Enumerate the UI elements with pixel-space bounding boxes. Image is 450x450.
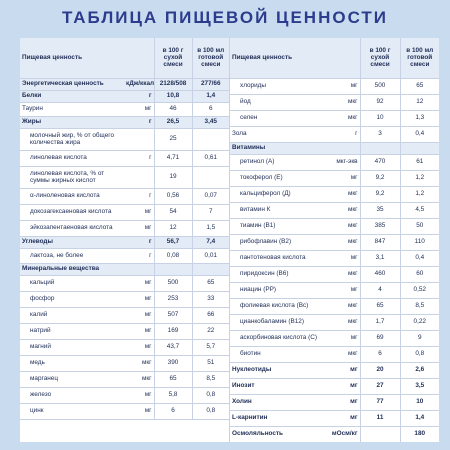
table-row [20, 102, 229, 116]
row-value-ready: 51 [192, 355, 229, 371]
row-value-ready: 12 [400, 94, 439, 110]
row-value-dry: 26,5 [154, 116, 192, 128]
table-row [230, 378, 439, 394]
row-value-ready: 110 [400, 234, 439, 250]
row-name: токоферол (Е) [240, 174, 283, 182]
table-row [230, 154, 439, 170]
row-value-dry: 507 [154, 307, 192, 323]
header-name: Пищевая ценность [230, 38, 360, 78]
table-row [230, 94, 439, 110]
table-row [230, 202, 439, 218]
table-row [20, 236, 229, 248]
row-unit [124, 166, 154, 188]
table-row [230, 186, 439, 202]
row-value-dry: 6 [360, 346, 400, 362]
row-name: Энергетическая ценность [20, 78, 124, 90]
row-value-ready: 50 [400, 218, 439, 234]
row-unit: мг [350, 254, 358, 262]
row-unit: г [149, 154, 152, 162]
row-name: линолевая кислота, % от суммы жирных кислот [30, 169, 105, 184]
table-row [230, 410, 439, 426]
row-unit: мг [144, 327, 152, 335]
row-value-dry: 847 [360, 234, 400, 250]
table-row [230, 314, 439, 330]
table-row [20, 128, 229, 150]
row-value-dry: 10 [360, 110, 400, 126]
row-value-ready: 4,5 [400, 202, 439, 218]
row-value-dry: 43,7 [154, 339, 192, 355]
row-name: железо [30, 391, 52, 399]
row-value-ready: 3,5 [400, 378, 439, 394]
row-value-ready: 60 [400, 266, 439, 282]
row-value-ready: 0,22 [400, 314, 439, 330]
table-row [20, 339, 229, 355]
row-unit: мг [144, 391, 152, 399]
row-name: рибофлавин (В2) [240, 238, 292, 246]
row-value-dry: 253 [154, 291, 192, 307]
row-value-dry: 10,8 [154, 90, 192, 102]
row-unit: мг [144, 343, 152, 351]
row-unit: г [124, 90, 154, 102]
row-value-dry: 9,2 [360, 186, 400, 202]
row-value-dry: 19 [154, 166, 192, 188]
table-row [230, 234, 439, 250]
row-value-ready: 65 [400, 78, 439, 94]
row-unit: кДж/ккал [124, 78, 154, 90]
table-row [20, 90, 229, 102]
row-name: марганец [30, 375, 58, 383]
row-value-ready: 65 [192, 275, 229, 291]
row-value-dry: 65 [360, 298, 400, 314]
row-unit: мкг [347, 190, 358, 198]
row-unit: мг [350, 174, 358, 182]
row-value-dry: 27 [360, 378, 400, 394]
row-name: кальций [30, 279, 55, 287]
row-unit: мг [350, 382, 358, 390]
row-name: цианкобаламин (В12) [240, 318, 304, 326]
row-name: калий [30, 311, 48, 319]
row-value-dry: 4,71 [154, 150, 192, 166]
row-value-ready: 1,4 [400, 410, 439, 426]
table-row [20, 150, 229, 166]
row-unit: мкг [347, 270, 358, 278]
row-value-ready: 180 [400, 426, 439, 442]
row-unit: мг [350, 366, 358, 374]
right-table-panel [229, 38, 439, 442]
row-unit: г [124, 236, 154, 248]
row-value-ready: 0,8 [192, 387, 229, 403]
row-value-ready: 7,4 [192, 236, 229, 248]
row-name: докозагексаеновая кислота [30, 208, 112, 216]
row-value-dry: 69 [360, 330, 400, 346]
table-row [20, 371, 229, 387]
row-value-ready: 0,8 [400, 346, 439, 362]
row-name: лактоза, не более [30, 251, 84, 259]
row-value-ready: 66 [192, 307, 229, 323]
row-value-dry: 5,8 [154, 387, 192, 403]
row-name: линолевая кислота [30, 154, 87, 162]
row-unit: мг [350, 398, 358, 406]
row-name: Осмоляльность [232, 430, 283, 438]
left-table-panel [20, 38, 229, 442]
row-value-dry [154, 263, 192, 275]
row-unit: мкг [347, 114, 358, 122]
row-name: витамин К [240, 206, 271, 214]
table-row [20, 387, 229, 403]
row-unit: мОсм/кг [331, 430, 358, 438]
row-name: ретинол (А) [240, 158, 275, 166]
row-name: Холин [232, 398, 252, 406]
row-value-ready: 1,4 [192, 90, 229, 102]
row-name: Таурин [22, 105, 43, 113]
row-value-dry: 92 [360, 94, 400, 110]
table-row [230, 126, 439, 142]
row-value-dry: 2128/508 [154, 78, 192, 90]
table-row [230, 170, 439, 186]
row-unit: мкг [347, 206, 358, 214]
page-title: ТАБЛИЦА ПИЩЕВОЙ ЦЕННОСТИ [61, 8, 389, 27]
row-value-ready [192, 166, 229, 188]
row-unit: мг [350, 414, 358, 422]
table-row [20, 204, 229, 220]
row-value-ready: 1,2 [400, 186, 439, 202]
row-value-ready: 0,52 [400, 282, 439, 298]
row-value-dry: 390 [154, 355, 192, 371]
table-row [20, 403, 229, 419]
row-unit: мкг [347, 98, 358, 106]
row-name: Жиры [20, 116, 124, 128]
row-value-ready: 9 [400, 330, 439, 346]
row-unit: г [355, 130, 358, 138]
row-unit: мг [144, 279, 152, 287]
row-value-dry: 9,2 [360, 170, 400, 186]
row-name: тиамин (В1) [240, 222, 276, 230]
row-value-ready: 1,2 [400, 170, 439, 186]
table-row [20, 188, 229, 204]
table-row [230, 298, 439, 314]
row-name: α-линоленовая кислота [30, 192, 100, 200]
row-value-dry: 0,08 [154, 248, 192, 263]
table-row [20, 248, 229, 263]
row-value-dry: 0,56 [154, 188, 192, 204]
row-unit: мг [350, 286, 358, 294]
table-row [230, 346, 439, 362]
row-unit: мкг [347, 318, 358, 326]
row-value-ready: 5,7 [192, 339, 229, 355]
row-value-dry: 12 [154, 220, 192, 236]
row-unit: мг [144, 311, 152, 319]
row-name: магний [30, 343, 51, 351]
row-value-dry: 3,1 [360, 250, 400, 266]
row-name: кальциферол (Д) [240, 190, 291, 198]
row-value-dry: 3 [360, 126, 400, 142]
table-row [230, 142, 439, 154]
row-value-dry: 1,7 [360, 314, 400, 330]
row-unit: мг [144, 407, 152, 415]
row-value-ready: 1,5 [192, 220, 229, 236]
row-name: хлориды [240, 82, 266, 90]
row-value-dry: 4 [360, 282, 400, 298]
table-row [230, 218, 439, 234]
row-unit: мкг [141, 375, 152, 383]
row-value-dry: 6 [154, 403, 192, 419]
row-name: пиридоксин (В6) [240, 270, 289, 278]
header-name: Пищевая ценность [20, 38, 154, 78]
row-value-dry: 500 [154, 275, 192, 291]
header-col-ready: в 100 мл готовой смеси [400, 38, 439, 78]
row-name: эйкозапентаеновая кислота [30, 224, 113, 232]
row-unit: мг [144, 295, 152, 303]
row-value-ready: 1,3 [400, 110, 439, 126]
row-value-dry: 77 [360, 394, 400, 410]
row-unit: мг [144, 224, 152, 232]
header-col-dry: в 100 г сухой смеси [154, 38, 192, 78]
table-row [20, 220, 229, 236]
header-col-dry: в 100 г сухой смеси [360, 38, 400, 78]
table-row [230, 330, 439, 346]
row-name: Углеводы [20, 236, 124, 248]
row-unit: г [149, 251, 152, 259]
row-value-ready: 10 [400, 394, 439, 410]
header-col-ready: в 100 мл готовой смеси [192, 38, 229, 78]
row-name: Нуклеотиды [232, 366, 272, 374]
nutrition-table-right [230, 38, 439, 442]
row-value-dry: 11 [360, 410, 400, 426]
table-row [230, 110, 439, 126]
row-value-ready: 0,4 [400, 126, 439, 142]
row-name: биотин [240, 350, 261, 358]
row-name: йод [240, 98, 251, 106]
row-value-dry: 56,7 [154, 236, 192, 248]
row-name: аскорбиновая кислота (С) [240, 334, 317, 342]
row-value-ready: 0,01 [192, 248, 229, 263]
row-name: натрий [30, 327, 51, 335]
row-name: Инозит [232, 382, 255, 390]
row-value-ready: 22 [192, 323, 229, 339]
table-row [20, 355, 229, 371]
row-value-ready: 8,5 [400, 298, 439, 314]
row-unit [124, 128, 154, 150]
row-name: фолиевая кислота (Вс) [240, 302, 309, 310]
row-name: молочный жир, % от общего количества жира [30, 131, 115, 146]
row-unit [124, 263, 154, 275]
table-header-row [230, 38, 439, 78]
table-body-right [230, 78, 439, 442]
row-value-ready: 2,6 [400, 362, 439, 378]
table-row [230, 426, 439, 442]
table-row [230, 394, 439, 410]
row-name: L-карнитин [232, 414, 268, 422]
row-value-ready: 0,8 [192, 403, 229, 419]
row-unit: мкг [347, 222, 358, 230]
row-name: цинк [30, 407, 44, 415]
nutrition-table-left [20, 38, 229, 420]
table-row [20, 291, 229, 307]
row-value-dry: 65 [154, 371, 192, 387]
table-row [20, 323, 229, 339]
row-value-dry: 385 [360, 218, 400, 234]
row-value-ready: 0,61 [192, 150, 229, 166]
row-value-dry [360, 142, 400, 154]
row-unit: г [124, 116, 154, 128]
row-unit [323, 142, 360, 154]
row-name: ниацин (РР) [240, 286, 276, 294]
row-name: Витамины [230, 142, 323, 154]
table-row [230, 266, 439, 282]
row-value-ready: 8,5 [192, 371, 229, 387]
row-name: пантотеновая кислота [240, 254, 306, 262]
row-value-ready: 0,4 [400, 250, 439, 266]
row-name: Зола [232, 130, 247, 138]
table-row [230, 250, 439, 266]
row-value-dry: 500 [360, 78, 400, 94]
table-row [20, 263, 229, 275]
row-unit: г [149, 192, 152, 200]
table-row [230, 362, 439, 378]
table-header-row [20, 38, 229, 78]
row-unit: мкг [141, 359, 152, 367]
table-row [230, 282, 439, 298]
row-value-ready: 61 [400, 154, 439, 170]
row-value-dry [360, 426, 400, 442]
table-row [20, 166, 229, 188]
row-value-ready: 0,07 [192, 188, 229, 204]
row-name: селен [240, 114, 258, 122]
row-name: Минеральные вещества [20, 263, 124, 275]
row-value-ready: 3,45 [192, 116, 229, 128]
row-value-dry: 470 [360, 154, 400, 170]
row-value-dry: 46 [154, 102, 192, 116]
row-value-ready [192, 263, 229, 275]
row-unit: мг [144, 105, 152, 113]
row-name: Белки [20, 90, 124, 102]
row-value-dry: 169 [154, 323, 192, 339]
row-name: фосфор [30, 295, 55, 303]
row-unit: мг [350, 82, 358, 90]
table-row [20, 116, 229, 128]
row-value-ready [192, 128, 229, 150]
row-unit: мг [144, 208, 152, 216]
row-name: медь [30, 359, 45, 367]
table-row [20, 275, 229, 291]
row-value-dry: 460 [360, 266, 400, 282]
row-value-dry: 35 [360, 202, 400, 218]
table-row [20, 307, 229, 323]
row-unit: мкг-экв [336, 158, 358, 166]
table-body-left [20, 78, 229, 419]
row-value-dry: 25 [154, 128, 192, 150]
row-unit: мкг [347, 302, 358, 310]
row-unit: мкг [347, 350, 358, 358]
row-value-ready: 33 [192, 291, 229, 307]
row-value-ready: 7 [192, 204, 229, 220]
table-row [20, 78, 229, 90]
row-value-ready [400, 142, 439, 154]
row-value-dry: 54 [154, 204, 192, 220]
table-row [230, 78, 439, 94]
row-unit: мкг [347, 238, 358, 246]
row-value-dry: 20 [360, 362, 400, 378]
row-value-ready: 277/66 [192, 78, 229, 90]
row-unit: мг [350, 334, 358, 342]
row-value-ready: 6 [192, 102, 229, 116]
